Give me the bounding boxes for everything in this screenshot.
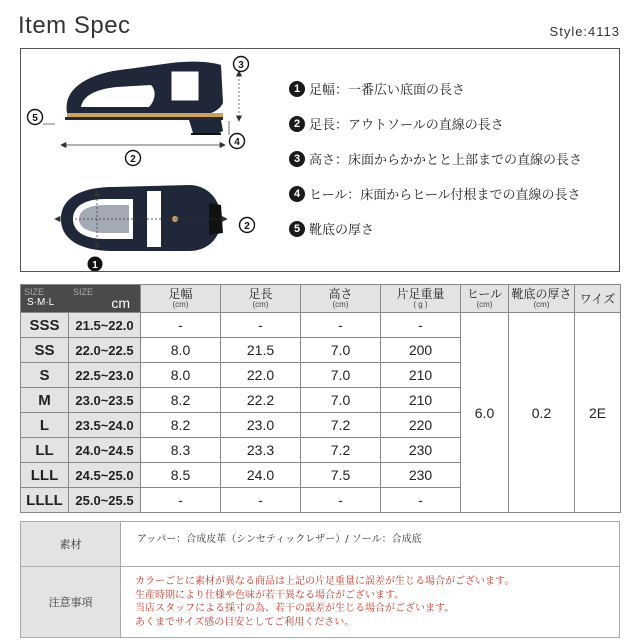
range-cell: 25.0~25.5 xyxy=(69,488,141,513)
svg-text:1: 1 xyxy=(92,260,98,271)
notes-row xyxy=(21,567,620,638)
length-cell: 23.3 xyxy=(221,438,301,463)
material-text: アッパー：合成皮革（シンセティックレザー）/ ソール：合成底 xyxy=(121,522,620,567)
sandal-top-view xyxy=(61,185,223,251)
width-cell: - xyxy=(141,313,221,338)
weight-cell: 210 xyxy=(381,388,461,413)
size-cell: LLL xyxy=(21,463,69,488)
size-cell: LL xyxy=(21,438,69,463)
legend-number-badge: 3 xyxy=(289,151,305,167)
height-cell: 7.0 xyxy=(301,338,381,363)
weight-cell: 230 xyxy=(381,463,461,488)
height-cell: 7.5 xyxy=(301,463,381,488)
weight-cell: 220 xyxy=(381,413,461,438)
heel-cell: 6.0 xyxy=(461,313,509,513)
size-corner-header xyxy=(21,285,141,313)
col-header-unit: (cm) xyxy=(332,300,349,309)
width-cell: 8.0 xyxy=(141,363,221,388)
sml-label: S·M·L xyxy=(27,297,55,308)
legend-number-badge: 4 xyxy=(289,186,305,202)
height-cell: 7.2 xyxy=(301,413,381,438)
notes-label: 注意事項 xyxy=(21,567,121,638)
weight-cell: - xyxy=(381,313,461,338)
size-cell: S xyxy=(21,363,69,388)
note-line: 生産時期により仕様や色味が若干異なる場合がございます。 xyxy=(135,589,405,601)
weight-cell: 210 xyxy=(381,363,461,388)
legend-text: 足長：アウトソールの直線の長さ xyxy=(309,118,504,133)
width-cell: 8.3 xyxy=(141,438,221,463)
height-cell: 7.2 xyxy=(301,438,381,463)
range-cell: 22.0~22.5 xyxy=(69,338,141,363)
range-cell: 24.5~25.0 xyxy=(69,463,141,488)
col-header xyxy=(461,285,509,313)
legend-number-badge: 5 xyxy=(289,221,305,237)
col-header-label: 足幅 xyxy=(168,287,193,301)
range-cell: 21.5~22.0 xyxy=(69,313,141,338)
col-header xyxy=(509,285,575,313)
legend-text: 高さ：床面からかかとと上部までの直線の長さ xyxy=(309,153,583,168)
col-header xyxy=(301,285,381,313)
size-table xyxy=(20,284,621,513)
length-cell: 22.2 xyxy=(221,388,301,413)
size-cell: SSS xyxy=(21,313,69,338)
sandal-measurement-diagram xyxy=(21,49,291,271)
spec-diagram-box xyxy=(20,48,620,272)
size-tag: SIZE xyxy=(73,287,94,297)
range-cell: 24.0~24.5 xyxy=(69,438,141,463)
height-cell: 7.0 xyxy=(301,388,381,413)
col-header-label: 片足重量 xyxy=(396,287,445,301)
size-cell: M xyxy=(21,388,69,413)
weight-cell: 200 xyxy=(381,338,461,363)
range-cell: 22.5~23.0 xyxy=(69,363,141,388)
length-cell: 23.0 xyxy=(221,413,301,438)
col-header-unit: ( g ) xyxy=(413,300,428,309)
legend-number-badge: 2 xyxy=(289,116,305,132)
length-cell: 21.5 xyxy=(221,338,301,363)
sole-cell: 0.2 xyxy=(509,313,575,513)
size-tag: SIZE xyxy=(24,287,45,297)
col-header xyxy=(381,285,461,313)
col-header-label: ワイズ xyxy=(579,291,616,306)
col-header xyxy=(575,285,621,313)
col-header-label: ヒール xyxy=(466,287,503,301)
col-header-unit: (cm) xyxy=(476,300,493,309)
svg-text:4: 4 xyxy=(234,137,240,148)
width-cell: 8.0 xyxy=(141,338,221,363)
svg-text:2: 2 xyxy=(130,154,136,165)
svg-text:5: 5 xyxy=(32,113,38,124)
size-cell: SS xyxy=(21,338,69,363)
svg-text:2: 2 xyxy=(244,221,250,232)
legend-item xyxy=(289,71,582,106)
width-cell: 8.5 xyxy=(141,463,221,488)
length-cell: - xyxy=(221,313,301,338)
material-label: 素材 xyxy=(21,522,121,567)
col-header-unit: (cm) xyxy=(172,300,189,309)
length-cell: 22.0 xyxy=(221,363,301,388)
size-cell: L xyxy=(21,413,69,438)
table-row xyxy=(21,313,621,338)
width-cell: - xyxy=(141,488,221,513)
legend-text: 靴底の厚さ xyxy=(309,223,375,238)
sandal-side-view xyxy=(65,62,223,135)
size-cell: LLLL xyxy=(21,488,69,513)
height-cell: 7.0 xyxy=(301,363,381,388)
legend-item xyxy=(289,106,582,141)
col-header xyxy=(221,285,301,313)
page-title: Item Spec xyxy=(18,12,131,39)
length-cell: - xyxy=(221,488,301,513)
legend-item xyxy=(289,176,582,211)
legend-text: ヒール：床面からヒール付根までの直線の長さ xyxy=(309,188,581,203)
height-cell: - xyxy=(301,488,381,513)
range-cell: 23.0~23.5 xyxy=(69,388,141,413)
size-table-header xyxy=(21,285,621,313)
height-cell: - xyxy=(301,313,381,338)
note-line: カラーごとに素材が異なる商品は上記の片足重量に誤差が生じる場合がございます。 xyxy=(135,576,515,587)
weight-cell: - xyxy=(381,488,461,513)
note-line: あくまでサイズ感の目安としてご利用ください。 xyxy=(135,616,355,628)
weight-cell: 230 xyxy=(381,438,461,463)
note-line: 当店スタッフによる採寸の為、若干の誤差が生じる場合がございます。 xyxy=(135,603,455,614)
measurement-legend xyxy=(289,71,582,246)
info-table xyxy=(20,521,620,638)
legend-number-badge: 1 xyxy=(289,81,305,97)
col-header-label: 高さ xyxy=(328,287,353,301)
notes-text xyxy=(121,567,620,638)
legend-item xyxy=(289,141,582,176)
legend-text: 足幅：一番広い底面の長さ xyxy=(309,83,466,98)
wise-cell: 2E xyxy=(575,313,621,513)
col-header-unit: (cm) xyxy=(533,300,550,309)
length-cell: 24.0 xyxy=(221,463,301,488)
width-cell: 8.2 xyxy=(141,388,221,413)
col-header xyxy=(141,285,221,313)
svg-text:3: 3 xyxy=(238,60,244,71)
material-row xyxy=(21,522,620,567)
range-cell: 23.5~24.0 xyxy=(69,413,141,438)
width-cell: 8.2 xyxy=(141,413,221,438)
legend-item xyxy=(289,211,582,246)
cm-label: cm xyxy=(111,295,130,311)
col-header-unit: (cm) xyxy=(252,300,269,309)
col-header-label: 靴底の厚さ xyxy=(511,287,572,301)
col-header-label: 足長 xyxy=(248,287,273,301)
style-code: Style:4113 xyxy=(549,24,620,39)
